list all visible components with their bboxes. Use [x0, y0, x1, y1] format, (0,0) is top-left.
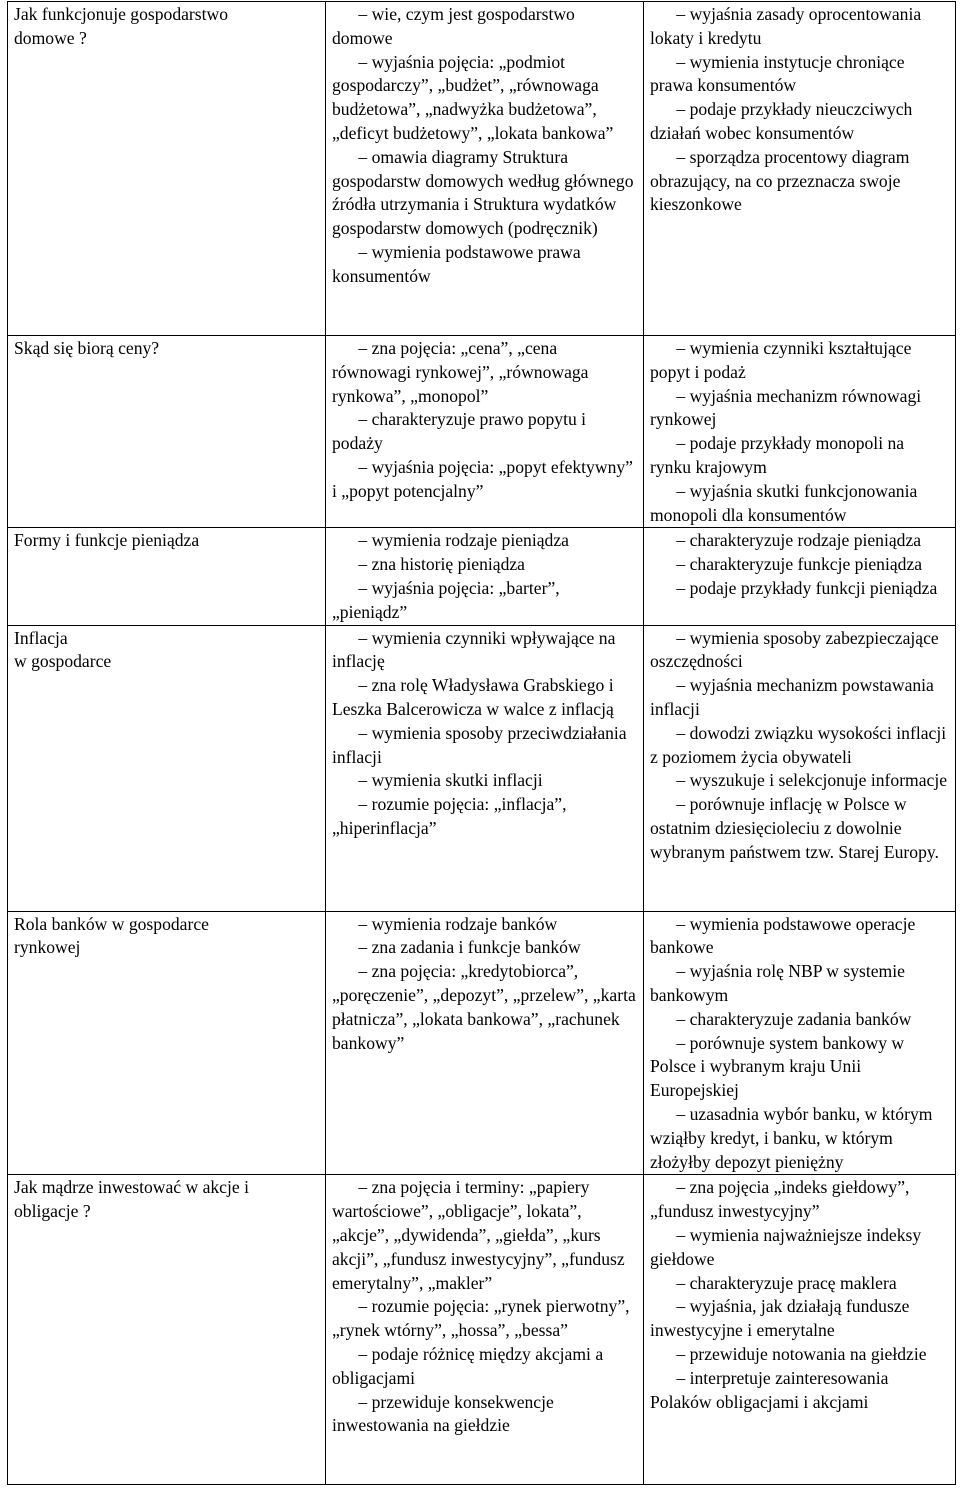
extended-requirements-cell — [644, 1175, 956, 1485]
requirement-item: – wyjaśnia skutki funkcjonowania monopoli dla konsumentów — [650, 480, 918, 525]
requirement-item: – wyjaśnia mechanizm równowagi rynkowej — [650, 385, 922, 430]
extended-requirements-cell — [644, 336, 956, 528]
requirement-item: – wymienia sposoby przeciwdziałania inflacji — [332, 722, 627, 767]
requirement-item: – sporządza procentowy diagram obrazujący, na co przeznacza swoje kieszonkowe — [650, 146, 910, 215]
requirement-item: – porównuje system bankowy w Polsce i wybranym kraju Unii Europejskiej — [650, 1032, 905, 1101]
requirement-item: – wymienia instytucje chroniące prawa konsumentów — [650, 51, 905, 96]
curriculum-table — [7, 1, 956, 1485]
requirement-item: – rozumie pojęcia: „rynek pierwotny”, „rynek wtórny”, „hossa”, „bessa” — [332, 1296, 630, 1341]
requirement-item: – wyjaśnia zasady oprocentowania lokaty i kredytu — [650, 4, 922, 48]
topic-cell — [8, 1175, 326, 1485]
table-row — [8, 1175, 956, 1485]
requirement-item: – wymienia czynniki wpływające na inflację — [332, 627, 616, 672]
requirement-item: – zna pojęcia: „cena”, „cena równowagi rynkowej”, „równowaga rynkowa”, „monopol” — [332, 338, 589, 406]
requirement-item: – charakteryzuje rodzaje pieniądza — [650, 530, 922, 551]
requirement-item: – podaje przykłady nieuczciwych działań wobec konsumentów — [650, 99, 913, 143]
requirement-item: – podaje przykłady funkcji pieniądza — [650, 577, 938, 598]
basic-requirements-cell — [326, 625, 644, 911]
requirement-item: – zna historię pieniądza — [332, 554, 525, 575]
requirement-item: – charakteryzuje funkcje pieniądza — [650, 554, 923, 575]
extended-requirements-cell — [644, 2, 956, 336]
requirement-item: – interpretuje zainteresowania Polaków obligacjami i akcjami — [650, 1367, 889, 1412]
topic-cell — [8, 336, 326, 528]
requirement-item: – zna rolę Władysława Grabskiego i Leszka Balcerowicza w walce z inflacją — [332, 675, 614, 719]
basic-requirements-cell — [326, 2, 644, 336]
basic-requirements-cell — [326, 528, 644, 625]
basic-requirements-cell — [326, 911, 644, 1175]
topic-cell — [8, 911, 326, 1175]
requirement-item: – charakteryzuje pracę maklera — [650, 1272, 897, 1293]
requirement-item: – przewiduje notowania na giełdzie — [650, 1343, 927, 1364]
requirement-item: – podaje różnicę między akcjami a obligacjami — [332, 1343, 604, 1388]
basic-requirements-cell — [326, 1175, 644, 1485]
requirement-item: – wymienia podstawowe operacje bankowe — [650, 913, 916, 958]
requirement-item: – wymienia najważniejsze indeksy giełdowe — [650, 1224, 922, 1269]
requirement-item: – uzasadnia wybór banku, w którym wziąłby kredyt, i banku, w którym złożyłby depozyt pieniężny — [650, 1103, 933, 1172]
requirement-item: – dowodzi związku wysokości inflacji z poziomem życia obywateli — [650, 722, 947, 767]
requirement-item: – wymienia rodzaje pieniądza — [332, 530, 569, 551]
requirement-item: – wymienia podstawowe prawa konsumentów — [332, 241, 581, 286]
requirement-item: – wyjaśnia rolę NBP w systemie bankowym — [650, 961, 905, 1005]
requirement-item: – wymienia sposoby zabezpieczające oszczędności — [650, 627, 939, 672]
requirement-item: – rozumie pojęcia: „inflacja”, „hiperinflacja” — [332, 794, 567, 838]
requirement-item: – wyjaśnia pojęcia: „barter”, „pieniądz” — [332, 577, 560, 622]
requirement-item: – wymienia rodzaje banków — [332, 913, 558, 934]
requirement-item: – wymienia skutki inflacji — [332, 770, 543, 791]
topic-cell — [8, 528, 326, 625]
topic-title: Jak funkcjonuje gospodarstwo domowe ? — [14, 4, 229, 48]
table-row — [8, 911, 956, 1175]
table-row — [8, 336, 956, 528]
table-row — [8, 528, 956, 625]
requirement-item: – wyszukuje i selekcjonuje informacje — [650, 770, 948, 791]
table-body — [8, 2, 956, 1485]
requirement-item: – podaje przykłady monopoli na rynku krajowym — [650, 433, 905, 477]
requirement-item: – wyjaśnia mechanizm powstawania inflacji — [650, 675, 934, 719]
topic-title: Formy i funkcje pieniądza — [14, 530, 200, 551]
requirement-item: – charakteryzuje prawo popytu i podaży — [332, 409, 587, 454]
topic-cell — [8, 2, 326, 336]
requirement-item: – wyjaśnia pojęcia: „popyt efektywny” i „popyt potencjalny” — [332, 456, 633, 501]
extended-requirements-cell — [644, 911, 956, 1175]
requirement-item: – wyjaśnia pojęcia: „podmiot gospodarczy”, „budżet”, „równowaga budżetowa”, „nadwyżka budżetowa”, „deficyt budżetowy”, „lokata bankowa” — [332, 51, 614, 143]
topic-title: Inflacja w gospodarce — [14, 627, 112, 672]
requirement-item: – zna pojęcia i terminy: „papiery wartościowe”, „obligacje”, lokata”, „akcje”, „dywidenda”, „giełda”, „kurs akcji”, „fundusz inwestycyjny”, „fundusz emerytalny”, „makler” — [332, 1177, 625, 1293]
topic-cell — [8, 625, 326, 911]
extended-requirements-cell — [644, 625, 956, 911]
requirement-item: – wyjaśnia, jak działają fundusze inwestycyjne i emerytalne — [650, 1296, 910, 1341]
extended-requirements-cell — [644, 528, 956, 625]
table-row — [8, 2, 956, 336]
topic-title: Skąd się biorą ceny? — [14, 338, 160, 358]
requirement-item: – wymienia czynniki kształtujące popyt i podaż — [650, 338, 912, 382]
table-row — [8, 625, 956, 911]
topic-title: Rola banków w gospodarce rynkowej — [14, 913, 209, 958]
requirement-item: – zna pojęcia: „kredytobiorca”, „poręczenie”, „depozyt”, „przelew”, „karta płatnicza”, „lokata bankowa”, „rachunek bankowy” — [332, 961, 636, 1053]
requirement-item: – wie, czym jest gospodarstwo domowe — [332, 4, 575, 48]
basic-requirements-cell — [326, 336, 644, 528]
requirement-item: – charakteryzuje zadania banków — [650, 1008, 912, 1029]
requirement-item: – przewiduje konsekwencje inwestowania na giełdzie — [332, 1391, 554, 1436]
requirement-item: – zna zadania i funkcje banków — [332, 937, 581, 958]
requirement-item: – zna pojęcia „indeks giełdowy”, „fundusz inwestycyjny” — [650, 1177, 910, 1222]
requirement-item: – omawia diagramy Struktura gospodarstw domowych według głównego źródła utrzymania i Struktura wydatków gospodarstw domowych (podręcznik) — [332, 146, 634, 239]
requirement-item: – porównuje inflację w Polsce w ostatnim dziesięcioleciu z dowolnie wybranym państwem tzw. Starej Europy. — [650, 794, 939, 862]
topic-title: Jak mądrze inwestować w akcje i obligacje ? — [14, 1177, 249, 1222]
